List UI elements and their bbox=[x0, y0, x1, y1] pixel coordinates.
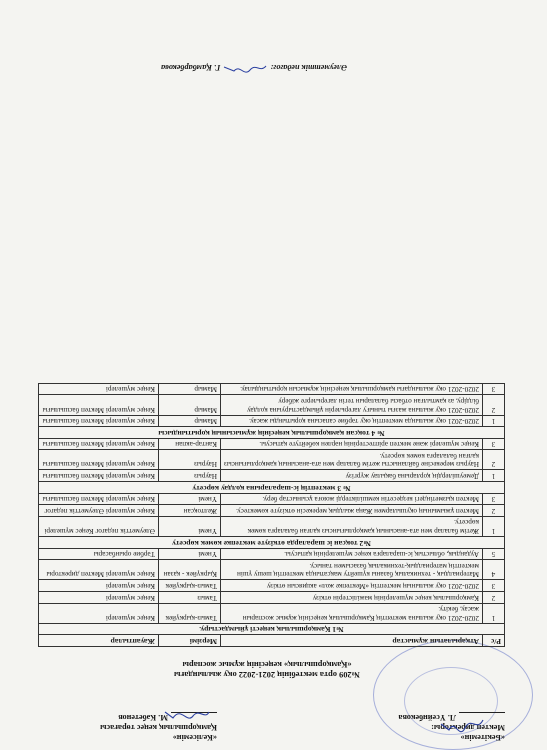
header-number: Р/с bbox=[483, 635, 505, 647]
table-body bbox=[39, 383, 505, 635]
row-number: 1 bbox=[483, 470, 505, 482]
row-work: 2020-2021 оқу жылындағы қамқоршылық кеңесінің жұмысын қорытындылау. bbox=[221, 383, 483, 395]
row-number: 3 bbox=[483, 383, 505, 395]
row-work: Демеушілердің қорларына бақылау жүргізу bbox=[221, 470, 483, 482]
approved-role: Мектеп директоры: bbox=[431, 723, 505, 732]
footer-signature bbox=[161, 63, 347, 73]
agreed-role: Қамқоршылық кеңес төрағасы bbox=[100, 723, 217, 732]
row-responsible: Кеңес мүшелері Мектеп басшылығы bbox=[39, 395, 159, 415]
row-number: 4 bbox=[483, 560, 505, 580]
row-work: Қамқоршылық кеңес мүшелерінің мәжілістерін өткізу bbox=[221, 592, 483, 604]
director-signature-scribble bbox=[437, 714, 485, 734]
social-pedagogue-signature bbox=[222, 63, 268, 73]
row-responsible: Кеңес мүшелері bbox=[39, 592, 159, 604]
row-number: 3 bbox=[483, 580, 505, 592]
table-row bbox=[39, 383, 505, 395]
footer-role: Әлеуметтік педагог: bbox=[270, 63, 347, 72]
table-row bbox=[39, 438, 505, 450]
section-row bbox=[39, 427, 505, 439]
table-row bbox=[39, 505, 505, 517]
row-work: 2020-2021 оқу жылына мектептің Қамқоршылық кеңесінің жұмыс жоспарын жасау, бекіту. bbox=[221, 603, 483, 623]
table-row bbox=[39, 560, 505, 580]
section-title: № 3 мектептің іс-шараларына қолдау көрсету bbox=[39, 482, 505, 494]
approved-label: «Бекітемін» bbox=[460, 733, 505, 742]
table-row bbox=[39, 415, 505, 427]
row-responsible: Кеңес мүшелері Мектеп басшылығы bbox=[39, 470, 159, 482]
row-work: 2020-2021 оқу жылында мектептің оқу тәрбие сапасына қорытынды жасау. bbox=[221, 415, 483, 427]
row-work: Наурыз мерекесіне байланысты жетім балалар мен ата-анасының қамқорлығынсыз қалған балаларға көмек көрсету. bbox=[221, 450, 483, 470]
row-work: 2020-2021 оқу жылының мектептің «Мектепке жол» акциясын өткізу bbox=[221, 580, 483, 592]
table-row bbox=[39, 470, 505, 482]
row-number: 2 bbox=[483, 395, 505, 415]
row-number: 2 bbox=[483, 592, 505, 604]
row-responsible: Кеңес мүшелері Мектеп басшылығы bbox=[39, 438, 159, 450]
row-responsible: Тәрбие орынбасары bbox=[39, 548, 159, 560]
row-responsible: Кеңес мүшелері bbox=[39, 580, 159, 592]
row-term: Наурыз bbox=[159, 450, 221, 470]
row-term: Үнемі bbox=[159, 516, 221, 536]
row-responsible: Кеңес мүшелері bbox=[39, 603, 159, 623]
row-work: Аудандық, облыстық іс-шараларға кеңес мүшелерінің қатысуы. bbox=[221, 548, 483, 560]
row-term: Мамыр bbox=[159, 415, 221, 427]
row-term: Наурыз bbox=[159, 470, 221, 482]
table-row bbox=[39, 548, 505, 560]
section-title: № 4 тоқсан қамқоршылық кеңесінің жұмысының қорытындысы bbox=[39, 427, 505, 439]
agreed-name: М. Кәбетенов bbox=[118, 713, 168, 722]
row-work: Кеңес мүшелері және мектеп әріптестерінің нәрлен көбейтуге қатысуы. bbox=[221, 438, 483, 450]
row-number: 1 bbox=[483, 516, 505, 536]
footer-name: Г. Қамбарбекова bbox=[161, 63, 221, 72]
row-responsible: Кеңес мүшелері Мектеп басшылығы bbox=[39, 450, 159, 470]
row-term: Тамыз-қыркүйек bbox=[159, 603, 221, 623]
header-term: Мерзімі bbox=[159, 635, 221, 647]
agreed-label: «Келісемін» bbox=[172, 733, 217, 742]
row-number: 5 bbox=[483, 548, 505, 560]
table-row bbox=[39, 395, 505, 415]
row-term: Мамыр bbox=[159, 395, 221, 415]
section-row bbox=[39, 537, 505, 549]
row-responsible: Кеңес мүшелері Мектеп директоры bbox=[39, 560, 159, 580]
row-number: 1 bbox=[483, 415, 505, 427]
row-term: Үнемі bbox=[159, 548, 221, 560]
table-row bbox=[39, 516, 505, 536]
row-number: 2 bbox=[483, 450, 505, 470]
row-term: Кантар-акпан bbox=[159, 438, 221, 450]
row-number: 2 bbox=[483, 505, 505, 517]
section-row bbox=[39, 623, 505, 635]
row-work: Материалдық - техникалық базаны күшейту мақсатында мектептің шешу үшін мектептің материалдық-техникалық базасымен танысу. bbox=[221, 560, 483, 580]
section-title: №1 Қамқоршылық кеңесті ұйымдастыру. bbox=[39, 623, 505, 635]
row-term: Тамыз bbox=[159, 592, 221, 604]
row-responsible: Әлеуметтік педагог Кеңес мүшелері bbox=[39, 516, 159, 536]
table-row bbox=[39, 592, 505, 604]
table-row bbox=[39, 450, 505, 470]
work-plan-table bbox=[38, 383, 505, 647]
title-line-1: №209 орта мектебінің 2021-2022 оқу жылындағы bbox=[173, 670, 361, 679]
row-term: Үнемі bbox=[159, 493, 221, 505]
row-number: 3 bbox=[483, 493, 505, 505]
row-work: Мектеп ұжымының оқушылармен Жаңа жылдық мерекесін өткізуге көмектесу. bbox=[221, 505, 483, 517]
row-responsible: Кеңес мүшелері Мектеп басшылығы bbox=[39, 415, 159, 427]
header-responsible: Жауаптылар bbox=[39, 635, 159, 647]
header-work: Атқарылатын жұмыстар bbox=[221, 635, 483, 647]
row-term: Мамыр bbox=[159, 383, 221, 395]
row-work: Жетім балалар мен ата-анасының қамқорлығынсыз қалған балаларға көмек көрсету. bbox=[221, 516, 483, 536]
row-number: 3 bbox=[483, 438, 505, 450]
table-row bbox=[39, 493, 505, 505]
document-title bbox=[117, 659, 417, 679]
title-line-2: «Қамқоршылық» кеңесінің жұмыс жоспары bbox=[182, 660, 352, 669]
table-header-row bbox=[39, 635, 505, 647]
row-responsible: Кеңес мүшелері bbox=[39, 383, 159, 395]
table-row bbox=[39, 603, 505, 623]
row-number: 1 bbox=[483, 603, 505, 623]
row-responsible: Кеңес мүшелері Мектеп басшылығы bbox=[39, 493, 159, 505]
table-row bbox=[39, 580, 505, 592]
chair-signature-scribble bbox=[163, 704, 211, 724]
section-title: №2 тоқсан іс шараларда өткізуге мектепке көмек көрсету bbox=[39, 537, 505, 549]
row-term: Тамыз-қыркүйек bbox=[159, 580, 221, 592]
row-term: Желтоқсан bbox=[159, 505, 221, 517]
section-row bbox=[39, 482, 505, 494]
row-work: 2020-2021 оқу жылына жазғы тынығу лагерьлерін ұйымдастыруына қолдау білдіру, аз қамтылған отбасы балаларын тегін лагерьлерге жіберу bbox=[221, 395, 483, 415]
row-term: Қыркүйек - қазан bbox=[159, 560, 221, 580]
row-work: Мектеп қызметіндегі кездесетін кемшіліктерді жоюға ұсыныстар беру. bbox=[221, 493, 483, 505]
row-responsible: Кеңес мүшелері Әлеуметтік педагог bbox=[39, 505, 159, 517]
approved-name: Л. Үсейнбекова bbox=[398, 713, 456, 722]
